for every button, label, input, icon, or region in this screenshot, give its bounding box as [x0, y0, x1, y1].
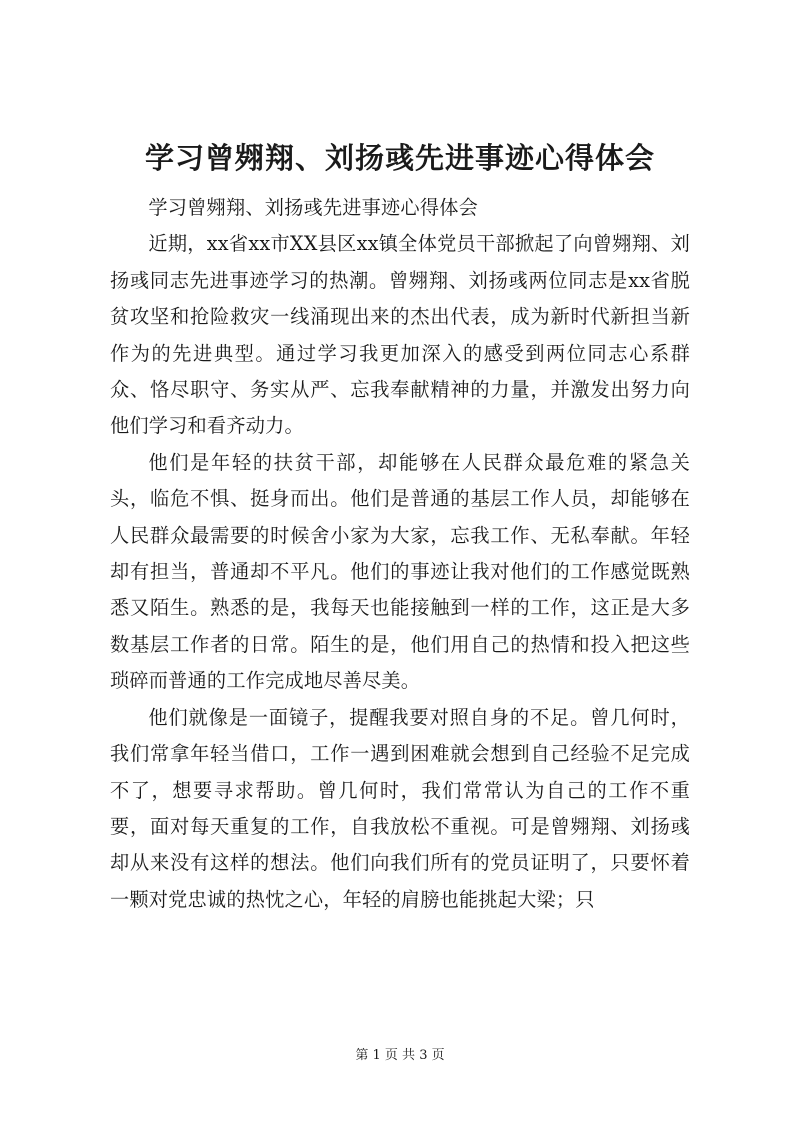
document-title: 学习曾翙翔、刘扬彧先进事迹心得体会 — [144, 141, 655, 175]
subtitle-paragraph: 学习曾翙翔、刘扬彧先进事迹心得体会 — [148, 196, 478, 219]
body-paragraph: 他们就像是一面镜子，提醒我要对照自身的不足。曾几何时，我们常拿年轻当借口，工作一遇到困难就会想到自己经验不足完成不了，想要寻求帮助。曾几何时，我们常常认为自己的工作不重要，面对每天重复的工作，自我放松不重视。可是曾翙翔、刘扬彧却从来没有这样的想法。他们向我们所有的党员证明了，只要怀着一颗对党忠诚的热忱之心，年轻的肩膀也能挑起大梁；只 — [110, 705, 690, 911]
page-number: 第 1 页 共 3 页 — [355, 1048, 445, 1063]
body-paragraph: 他们是年轻的扶贫干部，却能够在人民群众最危难的紧急关头，临危不惧、挺身而出。他们是普通的基层工作人员，却能够在人民群众最需要的时候舍小家为大家，忘我工作、无私奉献。年轻却有担当，普通却不平凡。他们的事迹让我对他们的工作感觉既熟悉又陌生。熟悉的是，我每天也能接触到一样的工作，这正是大多数基层工作者的日常。陌生的是，他们用自己的热情和投入把这些琐碎而普通的工作完成地尽善尽美。 — [110, 450, 690, 693]
body-paragraph: 近期，xx省xx市XX县区xx镇全体党员干部掀起了向曾翙翔、刘扬彧同志先进事迹学习的热潮。曾翙翔、刘扬彧两位同志是xx省脱贫攻坚和抢险救灾一线涌现出来的杰出代表，成为新时代新担当新作为的先进典型。通过学习我更加深入的感受到两位同志心系群众、恪尽职守、务实从严、忘我奉献精神的力量，并激发出努力向他们学习和看齐动力。 — [110, 232, 690, 438]
document-body — [110, 190, 690, 918]
